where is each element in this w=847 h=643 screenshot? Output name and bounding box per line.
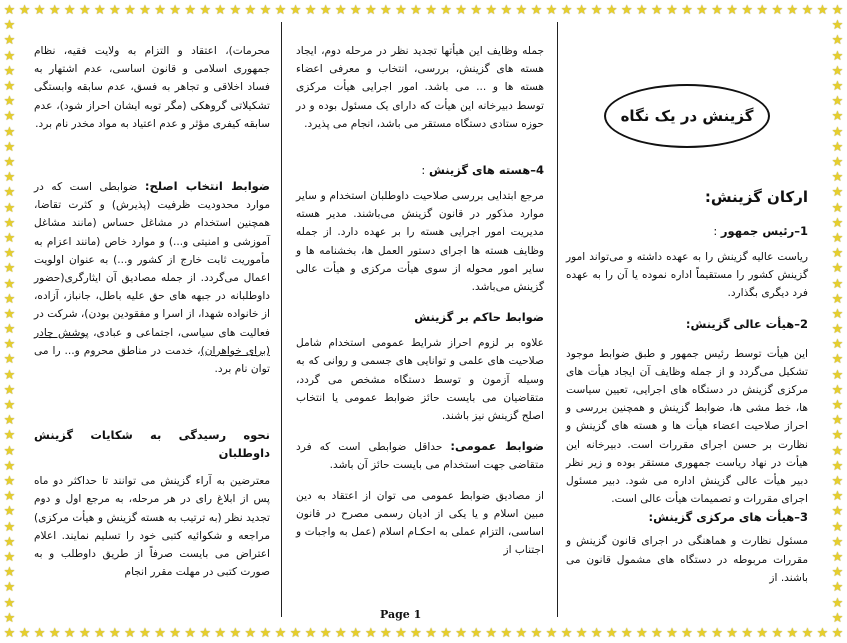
border-star-icon: ★: [395, 626, 407, 641]
border-star-icon: ★: [304, 626, 317, 641]
border-star-icon: ★: [109, 626, 121, 641]
best-candidate-paragraph: ضوابط انتخاب اصلح: ضوابطی است که در موارد محدودیت ظرفیت (پذیرش) و کثرت تقاضا، همچنین استخدام در مشاغل حساس (مانند مشاغل آموزشی و امنیتی و...) و موارد خاص (مانند اعزام به مأموریت ثابت خارج از کشور و...) به عنوان اولویت اعمال می‌گردد. از جمله مصادیق آن ایثارگری(حضور داوطلبانه در جبهه های حق علیه باطل، جانباز، آزاده، از خانواده شهدا، از اسرا و مفقودین بودن)، شرکت در فعالیت های سیاسی، اجتماعی و عبادی، پوشش چادر (برای خواهران)، خدمت در مناطق محروم و... را می توان نام برد.: [34, 179, 270, 376]
border-star-icon: ★: [831, 519, 844, 535]
border-star-icon: ★: [3, 170, 16, 186]
border-star-icon: ★: [831, 185, 844, 201]
complaints-paragraph: معترضین به آراء گزینش می توانند تا حداکثر دو ماه پس از ابلاغ رای در هر مرحله، به مرجع اول و دوم تجدید نظر (به ترتیب به هسته گزینش و هیأت مرکزی) مراجعه و شکوائیه کتبی خود را تسلیم نمایند. اعلام اعتراض می بایست صرفاً از طریق داوطلب و به صورت کتبی در مهلت مقرر انجام: [34, 475, 270, 579]
border-star-icon: ★: [3, 398, 16, 414]
border-star-icon: ★: [831, 413, 844, 429]
border-star-icon: ★: [726, 626, 738, 641]
border-star-icon: ★: [3, 139, 16, 155]
general-rules-continued: محرمات)، اعتقاد و التزام به ولایت فقیه، نظام جمهوری اسلامی و قانون اساسی، عدم اشتهار به فساد اخلاقی و تجاهر به فسق، عدم سابقه وابستگی تشکیلاتی گروهکی (مگر توبه ایشان احراز شود)، عدم سابقه کیفری مؤثر و عدم اعتیاد به مواد مخدر نام برد.: [34, 45, 270, 130]
border-star-icon: ★: [380, 3, 392, 18]
border-star-icon: ★: [831, 322, 844, 338]
border-star-icon: ★: [605, 626, 618, 641]
border-star-icon: ★: [711, 626, 723, 641]
border-star-icon: ★: [3, 215, 16, 231]
border-star-icon: ★: [3, 230, 16, 246]
border-star-icon: ★: [530, 3, 543, 18]
border-star-icon: ★: [620, 626, 633, 641]
right-column: [566, 186, 808, 587]
border-star-icon: ★: [3, 78, 16, 94]
border-star-icon: ★: [3, 337, 16, 353]
border-star-icon: ★: [545, 626, 558, 641]
border-star-icon: ★: [364, 3, 377, 18]
border-star-icon: ★: [831, 306, 844, 322]
border-star-icon: ★: [741, 626, 753, 641]
border-star-icon: ★: [575, 626, 588, 641]
border-star-icon: ★: [801, 626, 814, 641]
border-star-icon: ★: [18, 3, 31, 18]
border-star-icon: ★: [560, 3, 573, 18]
border-star-icon: ★: [3, 580, 16, 596]
border-star-icon: ★: [169, 626, 181, 641]
border-star-icon: ★: [500, 3, 513, 18]
border-star-icon: ★: [3, 474, 16, 490]
border-star-icon: ★: [410, 3, 422, 18]
border-star-icon: ★: [244, 3, 257, 18]
page-title: گزینش در یک نگاه: [620, 107, 754, 125]
border-star-icon: ★: [364, 626, 377, 641]
border-star-icon: ★: [274, 3, 287, 18]
border-star-icon: ★: [3, 489, 16, 505]
border-star-icon: ★: [18, 626, 31, 641]
border-star-icon: ★: [33, 626, 46, 641]
border-star-icon: ★: [816, 3, 829, 18]
border-star-icon: ★: [3, 261, 16, 277]
border-star-icon: ★: [590, 3, 603, 18]
border-star-icon: ★: [289, 626, 302, 641]
border-star-icon: ★: [3, 63, 16, 79]
border-star-icon: ★: [3, 33, 16, 49]
border-star-icon: ★: [831, 443, 844, 459]
border-star-icon: ★: [651, 626, 663, 641]
border-star-icon: ★: [319, 626, 332, 641]
border-star-icon: ★: [199, 626, 212, 641]
border-star-icon: ★: [154, 626, 166, 641]
border-star-icon: ★: [3, 3, 16, 18]
border-star-icon: ★: [124, 3, 136, 18]
border-star-icon: ★: [425, 626, 437, 641]
border-star-icon: ★: [831, 610, 844, 626]
border-star-icon: ★: [334, 3, 347, 18]
border-star-icon: ★: [229, 3, 242, 18]
border-star-icon: ★: [831, 398, 844, 414]
border-star-icon: ★: [500, 626, 513, 641]
border-star-icon: ★: [831, 565, 844, 581]
border-star-icon: ★: [545, 3, 558, 18]
border-star-icon: ★: [831, 550, 844, 566]
border-star-icon: ★: [3, 154, 16, 170]
border-star-icon: ★: [259, 3, 272, 18]
border-star-icon: ★: [831, 276, 844, 292]
border-star-icon: ★: [816, 626, 829, 641]
border-star-icon: ★: [831, 337, 844, 353]
border-star-icon: ★: [786, 3, 799, 18]
border-star-icon: ★: [319, 3, 332, 18]
column-divider: [281, 22, 282, 617]
border-star-icon: ★: [48, 3, 61, 18]
border-star-icon: ★: [831, 428, 844, 444]
border-star-icon: ★: [3, 185, 16, 201]
border-star-icon: ★: [635, 3, 648, 18]
border-star-icon: ★: [831, 474, 844, 490]
section-heading-high-board: 2–هیأت عالی گزینش:: [685, 316, 808, 331]
border-star-icon: ★: [3, 200, 16, 216]
border-star-icon: ★: [229, 626, 242, 641]
border-star-icon: ★: [831, 261, 844, 277]
high-board-paragraph: این هیأت توسط رئیس جمهور و طبق ضوابط موجود تشکیل می‌گردد و از جمله وظایف آن ایجاد هیأت های مرکزی گزینش در دستگاه های اجرایی، تعیین سیاست ها، خط مشی ها، ضوابط گزینش و همچنین بررسی و احراز صلاحیت اعضاء هیأت ها و هسته های گزینش و نظارت بر حسن اجرای مقررات است. دبیرخانه این هیأت در نهاد ریاست جمهوری مستقر بوده و زیر نظر دبیر هیأت عالی گزینش اداره می شود. دبیر مسئول اجرای مقررات و تصمیمات هیأت عالی است.: [566, 347, 808, 506]
border-star-icon: ★: [3, 519, 16, 535]
border-star-icon: ★: [410, 626, 422, 641]
border-star-icon: ★: [3, 382, 16, 398]
border-star-icon: ★: [3, 550, 16, 566]
border-star-icon: ★: [3, 626, 16, 641]
border-star-icon: ★: [560, 626, 573, 641]
border-star-icon: ★: [831, 33, 844, 49]
border-star-icon: ★: [831, 580, 844, 596]
border-star-icon: ★: [651, 3, 663, 18]
border-star-icon: ★: [756, 626, 769, 641]
general-rules-examples: از مصادیق ضوابط عمومی می توان از اعتقاد به دین مبین اسلام و یا یکی از ادیان رسمی مصرح در قانون اساسی، التزام عملی به احکـام اسلام (عمل به واجبات و اجتناب از: [296, 489, 544, 557]
border-star-icon: ★: [3, 428, 16, 444]
section-heading-president: 1–رئیس جمهور :: [713, 224, 808, 238]
border-star-icon: ★: [3, 276, 16, 292]
border-star-icon: ★: [3, 413, 16, 429]
border-star-icon: ★: [3, 610, 16, 626]
section-heading-complaints: نحوه رسیدگی به شکایات گزینش داوطلبان: [34, 428, 270, 461]
left-column: [34, 42, 270, 581]
governing-rules-paragraph: علاوه بر لزوم احراز شرایط عمومی استخدام شامل صلاحیت های علمی و توانایی های جسمی و روانی که به وسیله آزمون و توسط دستگاه مشخص می گردد، متقاضیان می بایست حائز ضوابط عمومی یا انتخاب اصلح گزینش نیز باشند.: [296, 337, 544, 423]
border-star-icon: ★: [289, 3, 302, 18]
border-star-icon: ★: [3, 94, 16, 110]
border-star-icon: ★: [440, 3, 452, 18]
page-number: Page 1: [380, 608, 422, 621]
border-star-icon: ★: [3, 48, 16, 64]
underlined-phrase: پوشش چادر (برای خواهران): [34, 326, 270, 357]
border-star-icon: ★: [771, 3, 784, 18]
border-star-icon: ★: [831, 124, 844, 140]
border-star-icon: ★: [3, 443, 16, 459]
border-star-icon: ★: [3, 534, 16, 550]
border-star-icon: ★: [831, 109, 844, 125]
border-star-icon: ★: [831, 154, 844, 170]
section-heading-governing-rules: ضوابط حاکم بر گزینش: [414, 310, 544, 325]
border-star-icon: ★: [711, 3, 723, 18]
border-star-icon: ★: [78, 3, 91, 18]
border-star-icon: ★: [244, 626, 257, 641]
border-star-icon: ★: [395, 3, 407, 18]
border-star-icon: ★: [831, 215, 844, 231]
general-rules-paragraph: ضوابط عمومی: حداقل ضوابطی است که فرد متقاضی جهت استخدام می بایست حائز آن باشد.: [296, 439, 544, 472]
border-star-icon: ★: [425, 3, 437, 18]
border-star-icon: ★: [605, 3, 618, 18]
border-star-icon: ★: [33, 3, 46, 18]
border-star-icon: ★: [620, 3, 633, 18]
border-star-icon: ★: [440, 626, 452, 641]
border-star-icon: ★: [666, 626, 678, 641]
border-star-icon: ★: [199, 3, 212, 18]
border-star-icon: ★: [741, 3, 753, 18]
border-star-icon: ★: [530, 626, 543, 641]
border-star-icon: ★: [666, 3, 678, 18]
border-star-icon: ★: [184, 3, 196, 18]
arkan-heading: ارکان گزینش:: [704, 188, 808, 206]
border-star-icon: ★: [214, 626, 227, 641]
border-star-icon: ★: [334, 626, 347, 641]
border-star-icon: ★: [3, 109, 16, 125]
border-star-icon: ★: [831, 230, 844, 246]
president-paragraph: ریاست عالیه گزینش را به عهده داشته و می‌تواند امور گزینش کشور را مستقیماً اداره نموده یا آن را به عهده فرد دیگری بگذارد.: [566, 251, 808, 300]
border-star-icon: ★: [93, 626, 106, 641]
border-star-icon: ★: [124, 626, 136, 641]
border-star-icon: ★: [786, 626, 799, 641]
border-star-icon: ★: [3, 124, 16, 140]
border-star-icon: ★: [756, 3, 769, 18]
border-star-icon: ★: [93, 3, 106, 18]
border-star-icon: ★: [831, 200, 844, 216]
border-star-icon: ★: [831, 78, 844, 94]
border-star-icon: ★: [696, 626, 708, 641]
border-star-icon: ★: [380, 626, 392, 641]
border-star-icon: ★: [831, 94, 844, 110]
border-star-icon: ★: [831, 352, 844, 368]
border-star-icon: ★: [681, 626, 693, 641]
border-star-icon: ★: [771, 626, 784, 641]
border-star-icon: ★: [831, 382, 844, 398]
section-heading-central-boards: 3–هیأت های مرکزی گزینش:: [648, 510, 808, 525]
border-star-icon: ★: [696, 3, 708, 18]
cores-paragraph: مرجع ابتدایی بررسی صلاحیت داوطلبان استخدام و سایر موارد مذکور در قانون گزینش می‌باشند. مدیر هسته مدیریت امور اجرایی هسته را بر عهده دارد. از جمله وظایف هسته ها اجرای دستور العمل ها، بخشنامه ها و سایر امور محوله از سوی هیأت مرکزی و هیأت عالی گزینش می‌باشد.: [296, 190, 544, 294]
border-star-icon: ★: [635, 626, 648, 641]
border-star-icon: ★: [831, 246, 844, 262]
border-star-icon: ★: [3, 458, 16, 474]
border-star-icon: ★: [831, 489, 844, 505]
border-star-icon: ★: [3, 306, 16, 322]
border-star-icon: ★: [184, 626, 196, 641]
column-divider: [557, 22, 558, 617]
border-star-icon: ★: [3, 352, 16, 368]
border-star-icon: ★: [3, 18, 16, 34]
border-star-icon: ★: [349, 626, 362, 641]
border-star-icon: ★: [515, 3, 528, 18]
border-star-icon: ★: [831, 3, 844, 18]
border-star-icon: ★: [78, 626, 91, 641]
border-star-icon: ★: [154, 3, 166, 18]
border-star-icon: ★: [831, 18, 844, 34]
border-star-icon: ★: [831, 626, 844, 641]
middle-column: [296, 42, 544, 559]
border-star-icon: ★: [3, 504, 16, 520]
border-star-icon: ★: [831, 534, 844, 550]
border-star-icon: ★: [831, 504, 844, 520]
border-star-icon: ★: [590, 626, 603, 641]
border-star-icon: ★: [831, 48, 844, 64]
border-star-icon: ★: [139, 3, 151, 18]
border-star-icon: ★: [831, 367, 844, 383]
border-star-icon: ★: [169, 3, 181, 18]
border-star-icon: ★: [470, 3, 483, 18]
border-star-icon: ★: [274, 626, 287, 641]
border-star-icon: ★: [109, 3, 121, 18]
border-star-icon: ★: [63, 3, 76, 18]
border-star-icon: ★: [3, 595, 16, 611]
border-star-icon: ★: [63, 626, 76, 641]
title-oval: [604, 84, 770, 148]
border-star-icon: ★: [515, 626, 528, 641]
border-star-icon: ★: [831, 595, 844, 611]
border-star-icon: ★: [831, 170, 844, 186]
border-star-icon: ★: [3, 322, 16, 338]
border-star-icon: ★: [349, 3, 362, 18]
central-boards-continued: جمله وظایف این هیأتها تجدید نظر در مرحله دوم، ایجاد هسته های گزینش، بررسی، انتخاب و معرفی اعضاء هسته ها و ... می باشد. امور اجرایی هیأت مرکزی توسط دبیرخانه این هیأت که دارای یک مسئول بوده و در حوزه ستادی دستگاه مستقر می باشد، انجام می پذیرد.: [296, 45, 544, 130]
border-star-icon: ★: [455, 626, 467, 641]
border-star-icon: ★: [726, 3, 738, 18]
border-star-icon: ★: [259, 626, 272, 641]
border-star-icon: ★: [575, 3, 588, 18]
border-star-icon: ★: [48, 626, 61, 641]
border-star-icon: ★: [139, 626, 151, 641]
section-heading-cores: 4–هسته های گزینش :: [421, 163, 544, 178]
border-star-icon: ★: [831, 139, 844, 155]
border-star-icon: ★: [3, 291, 16, 307]
border-star-icon: ★: [801, 3, 814, 18]
border-star-icon: ★: [214, 3, 227, 18]
border-star-icon: ★: [3, 565, 16, 581]
border-star-icon: ★: [3, 246, 16, 262]
border-star-icon: ★: [470, 626, 483, 641]
border-star-icon: ★: [485, 3, 498, 18]
border-star-icon: ★: [3, 367, 16, 383]
border-star-icon: ★: [831, 291, 844, 307]
border-star-icon: ★: [681, 3, 693, 18]
border-star-icon: ★: [831, 458, 844, 474]
central-boards-paragraph: مسئول نظارت و هماهنگی در اجرای قانون گزینش و مقررات مربوطه در دستگاه های مشمول قانون می باشند. از: [566, 535, 808, 584]
border-star-icon: ★: [485, 626, 498, 641]
border-star-icon: ★: [304, 3, 317, 18]
border-star-icon: ★: [455, 3, 467, 18]
border-star-icon: ★: [831, 63, 844, 79]
